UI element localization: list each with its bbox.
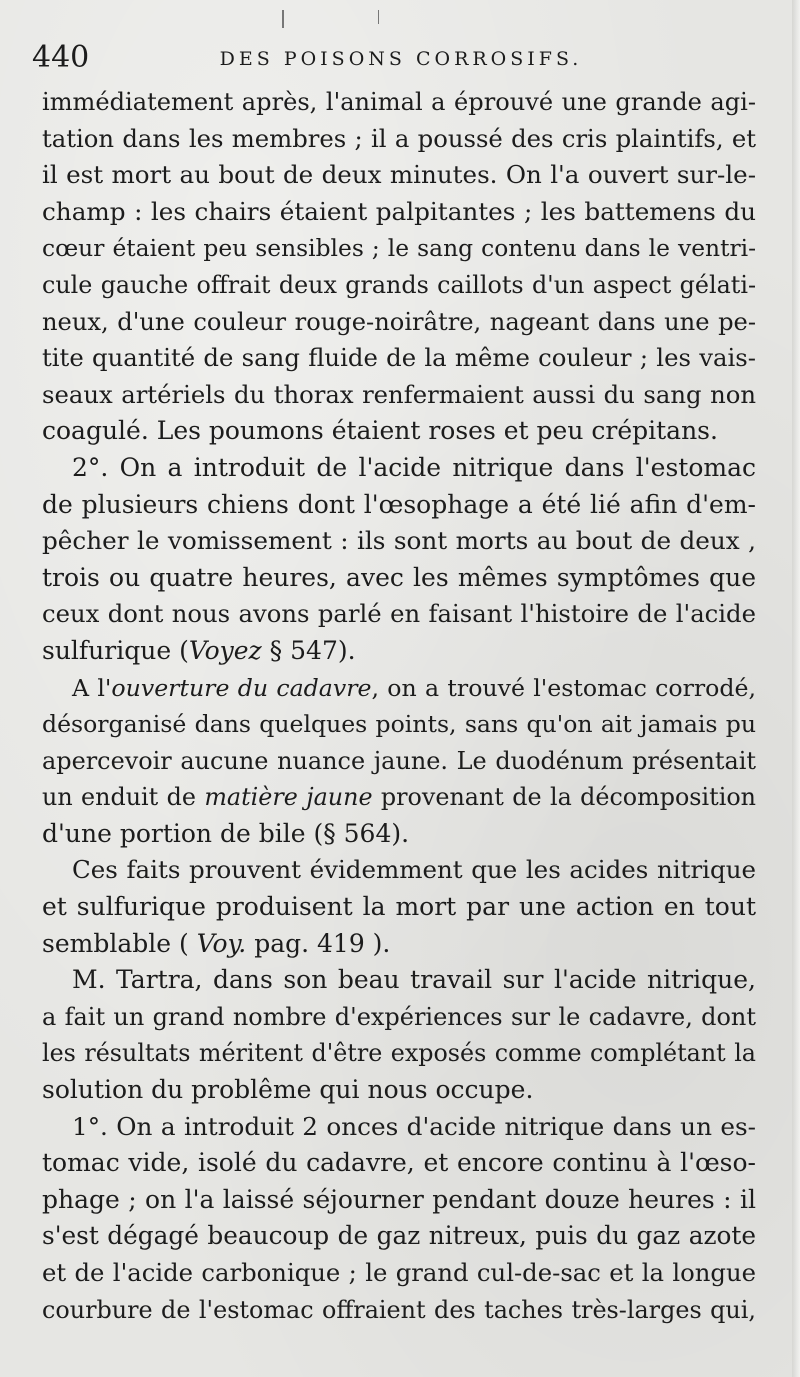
text-line: immédiatement après, l'animal a éprouvé une grande agi- — [42, 88, 756, 116]
text-line: ceux dont nous avons parlé en faisant l'histoire de l'acide — [42, 599, 756, 629]
text-line: et de l'acide carbonique ; le grand cul-de-sac et la longue — [42, 1258, 756, 1287]
text-line: pêcher le vomissement : ils sont morts au bout de deux , — [42, 526, 756, 556]
text-line: solution du problême qui nous occupe. — [42, 1075, 534, 1105]
text-line: tation dans les membres ; il a poussé des cris plaintifs, et — [42, 123, 756, 153]
page-number: 440 — [32, 40, 90, 75]
italic-phrase: matière jaune — [204, 783, 373, 812]
text-line: apercevoir aucune nuance jaune. Le duodénum présentait — [42, 746, 756, 775]
text-line: phage ; on l'a laissé séjourner pendant douze heures : il — [42, 1184, 756, 1214]
text-line: M. Tartra, dans son beau travail sur l'acide nitrique, — [72, 965, 756, 995]
page-header — [32, 40, 770, 80]
running-head: DES POISONS CORROSIFS. — [219, 48, 583, 70]
page-edge — [792, 0, 800, 1377]
body-text — [42, 84, 756, 1328]
text-line: seaux artériels du thorax renfermaient aussi du sang non — [42, 379, 756, 409]
text-line: et sulfurique produisent la mort par une action en tout — [42, 892, 756, 922]
text-line: a fait un grand nombre d'expériences sur le cadavre, dont — [42, 1002, 756, 1031]
scan-mark — [282, 10, 284, 28]
text-line: trois ou quatre heures, avec les mêmes symptômes que — [42, 562, 756, 592]
text-line: courbure de l'estomac offraient des taches très-larges qui, — [42, 1295, 756, 1324]
text-line: il est mort au bout de deux minutes. On l'a ouvert sur-le- — [42, 160, 756, 190]
text-line: s'est dégagé beaucoup de gaz nitreux, puis du gaz azote — [42, 1221, 756, 1251]
text-line: 1°. On a introduit 2 onces d'acide nitrique dans un es- — [72, 1111, 756, 1141]
text-line: cœur étaient peu sensibles ; le sang contenu dans le ventri- — [42, 234, 756, 263]
text-line: tomac vide, isolé du cadavre, et encore continu à l'œso- — [42, 1148, 756, 1178]
text-line: A l'ouverture du cadavre, on a trouvé l'estomac corrodé, — [72, 673, 756, 702]
italic-phrase: ouverture du cadavre — [111, 673, 372, 702]
text-line: semblable ( Voy. pag. 419 ). — [42, 928, 391, 958]
text-line: sulfurique (Voyez § 547). — [42, 635, 356, 665]
text-line: un enduit de matière jaune provenant de la décomposition — [42, 783, 756, 812]
text-line: désorganisé dans quelques points, sans qu'on ait jamais pu — [42, 710, 756, 739]
text-line: d'une portion de bile (§ 564). — [42, 818, 410, 848]
text-line: cule gauche offrait deux grands caillots d'un aspect gélati- — [42, 270, 756, 299]
text-line: les résultats méritent d'être exposés comme complétant la — [42, 1039, 756, 1068]
scan-mark — [378, 10, 379, 24]
text-line: de plusieurs chiens dont l'œsophage a été lié afin d'em- — [42, 489, 756, 519]
italic-ref: Voyez — [188, 635, 262, 665]
text-line: coagulé. Les poumons étaient roses et peu crépitans. — [42, 416, 718, 446]
text-line: 2°. On a introduit de l'acide nitrique dans l'estomac — [72, 452, 756, 482]
italic-ref: Voy. — [196, 928, 247, 958]
text-line: tite quantité de sang fluide de la même couleur ; les vais- — [42, 343, 756, 373]
text-line: Ces faits prouvent évidemment que les acides nitrique — [72, 855, 756, 885]
text-line: champ : les chairs étaient palpitantes ; les battemens du — [42, 196, 756, 226]
text-line: neux, d'une couleur rouge-noirâtre, nageant dans une pe- — [42, 307, 756, 336]
